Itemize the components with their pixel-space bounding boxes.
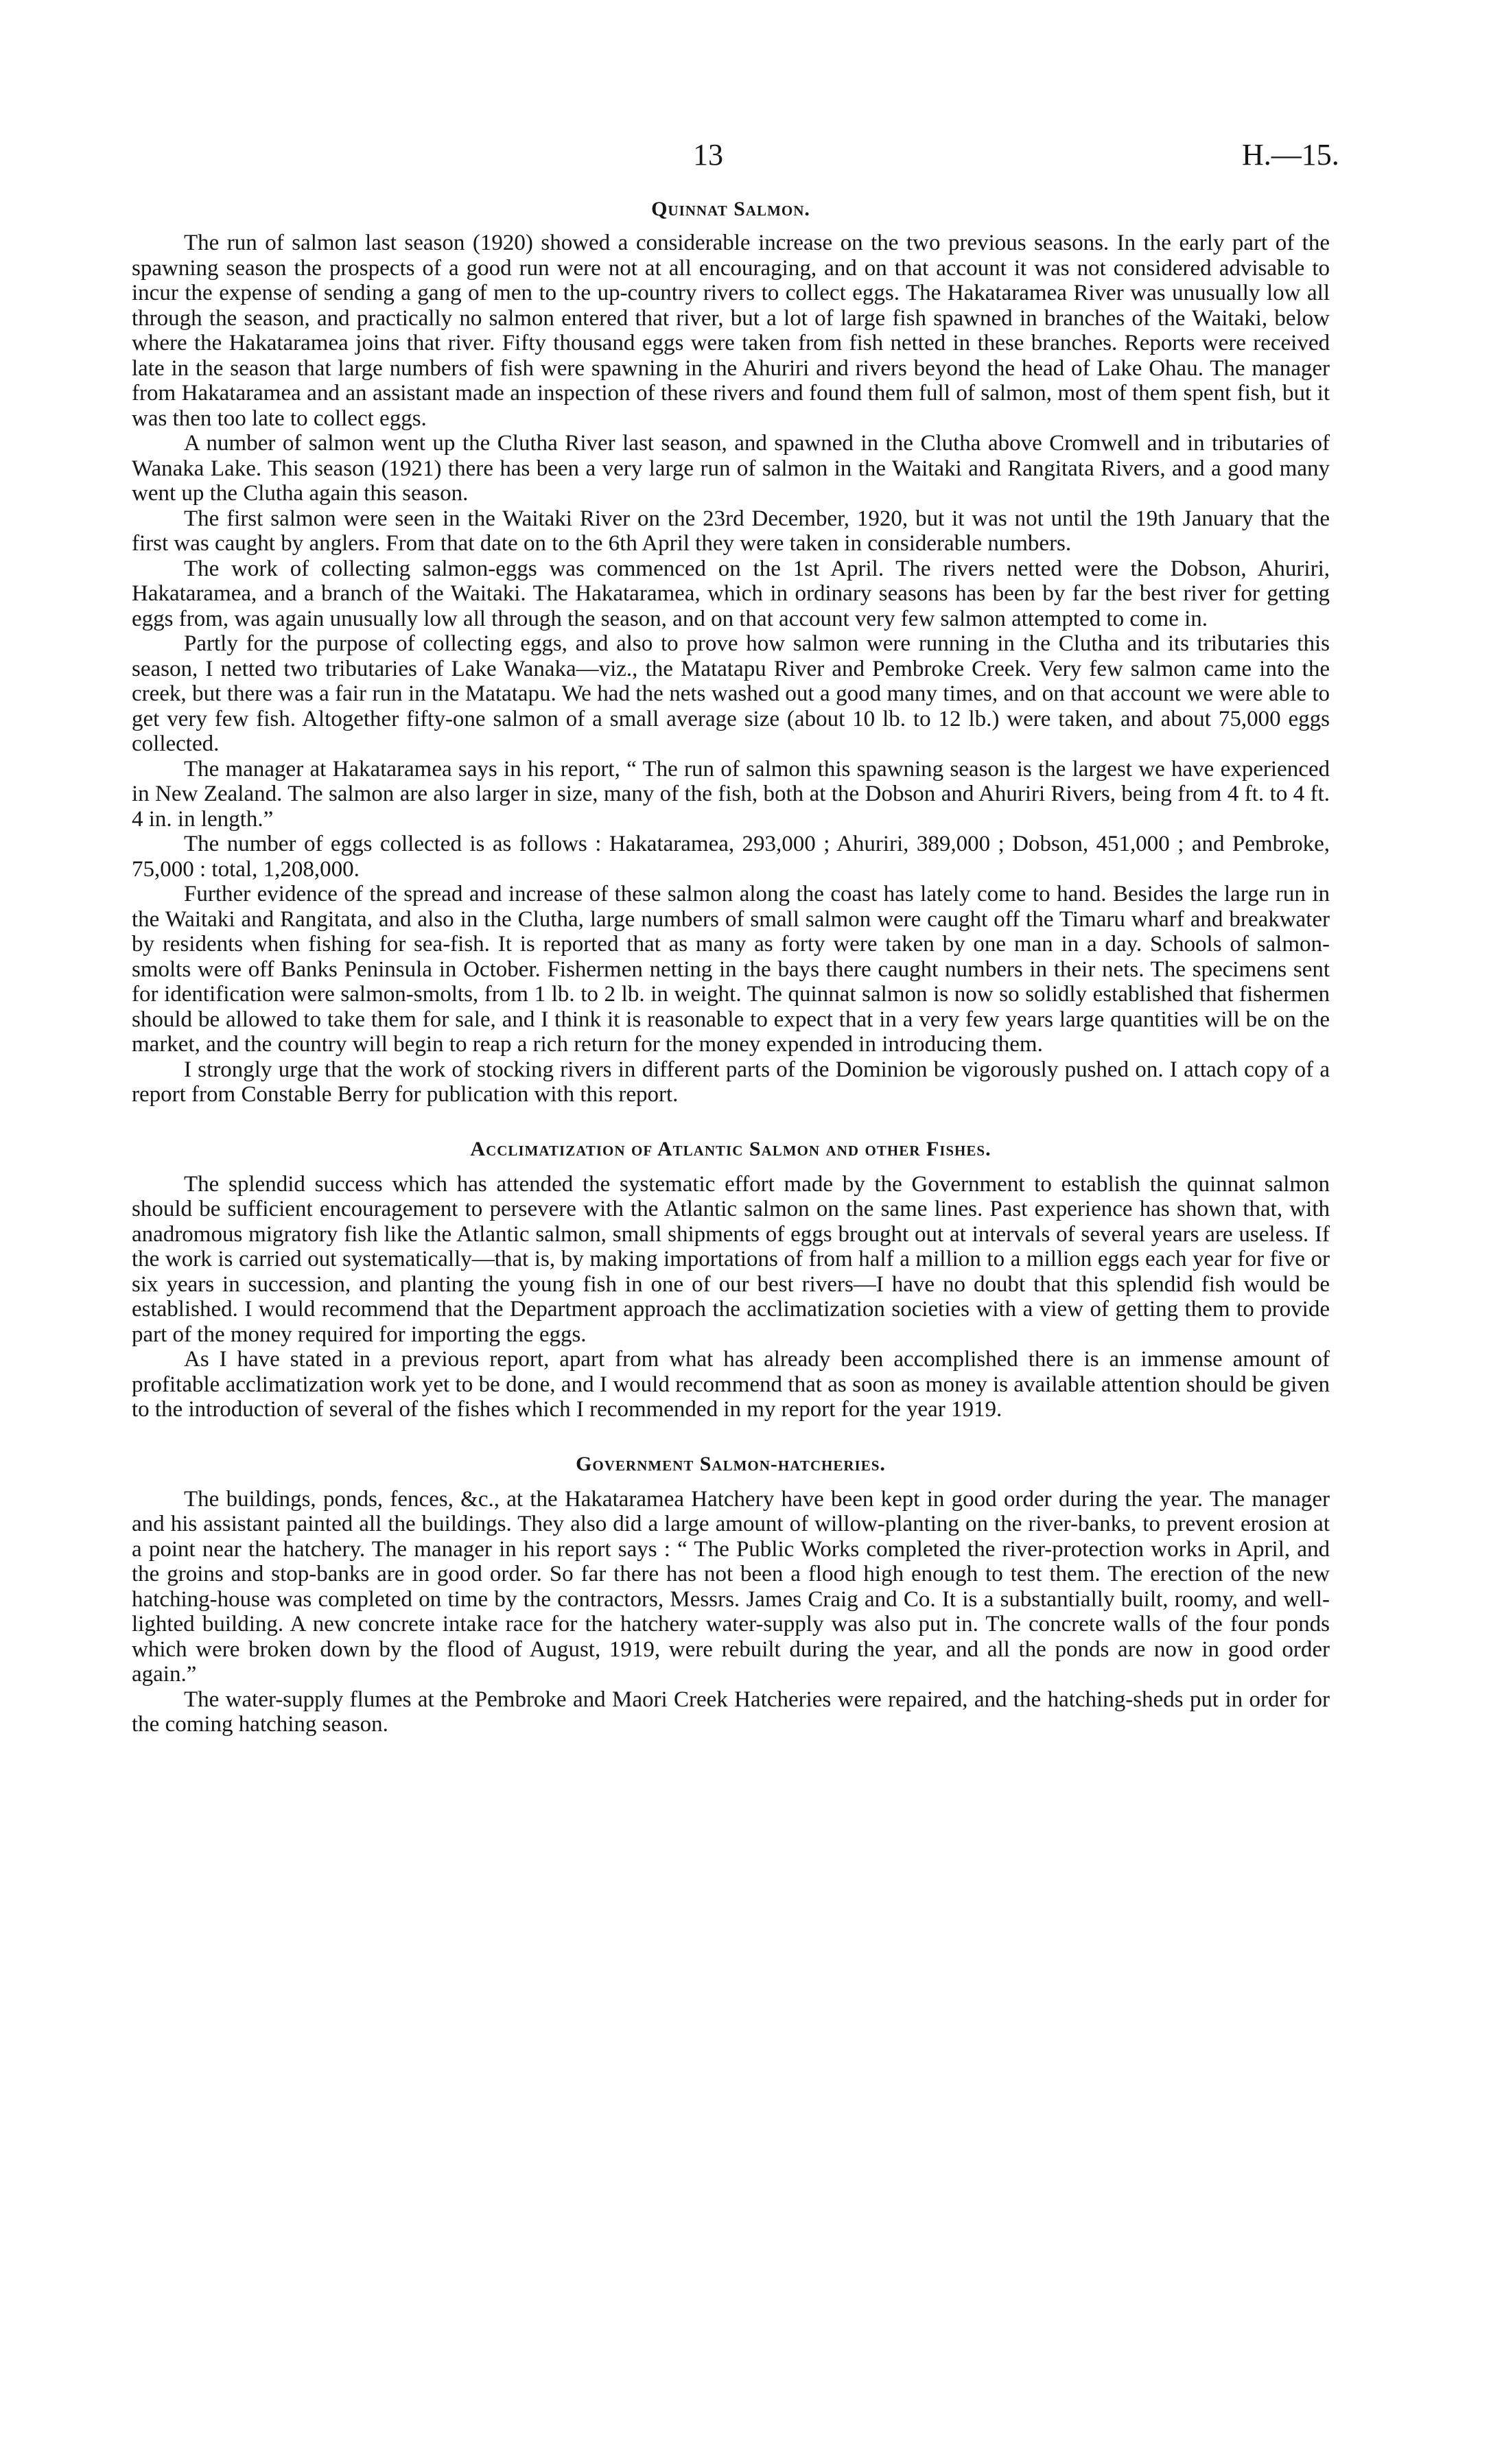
paragraph: The work of collecting salmon-eggs was commenced on the 1st April. The rivers netted were the Dobson, Ahuriri, Hakataramea, and a branch of the Waitaki. The Hakataramea, which in ordinary seasons has been by far the best river for getting eggs from, was again unusually low all through the season, and on that account very few salmon attempted to come in. <box>132 556 1330 631</box>
paragraph: Partly for the purpose of collecting eggs, and also to prove how salmon were running in the Clutha and its tributaries this season, I netted two tributaries of Lake Wanaka—viz., the Matatapu River and Pembroke Creek. Very few salmon came into the creek, but there was a fair run in the Matatapu. We had the nets washed out a good many times, and on that account we were able to get very few fish. Altogether fifty-one salmon of a small average size (about 10 lb. to 12 lb.) were taken, and about 75,000 eggs collected. <box>132 631 1330 756</box>
section-atlantic-salmon <box>132 1138 1330 1422</box>
document-code: H.—15. <box>1242 138 1339 172</box>
section-title: Government Salmon-hatcheries. <box>576 1452 886 1475</box>
paragraph: The water-supply flumes at the Pembroke and Maori Creek Hatcheries were repaired, and the hatching-sheds put in order for the coming hatching season. <box>132 1687 1330 1737</box>
paragraph: A number of salmon went up the Clutha River last season, and spawned in the Clutha above Cromwell and in tributaries of Wanaka Lake. This season (1921) there has been a very large run of salmon in the Waitaki and Rangitata Rivers, and a good many went up the Clutha again this season. <box>132 431 1330 506</box>
section-title: Quinnat Salmon. <box>651 198 810 220</box>
paragraph: As I have stated in a previous report, apart from what has already been accomplished there is an immense amount of profitable acclimatization work yet to be done, and I would recommend that as soon as money is available attention should be given to the introduction of several of the fishes which I recommended in my report for the year 1919. <box>132 1347 1330 1422</box>
document-body <box>132 198 1330 1737</box>
paragraph: The buildings, ponds, fences, &c., at the Hakataramea Hatchery have been kept in good order during the year. The manager and his assistant painted all the buildings. They also did a large amount of willow-planting on the river-banks, to prevent erosion at a point near the hatchery. The manager in his report says : “ The Public Works completed the river-protection works in April, and the groins and stop-banks are in good order. So far there has not been a flood high enough to test them. The erection of the new hatching-house was completed on time by the contractors, Messrs. James Craig and Co. It is a substantially built, roomy, and well-lighted building. A new concrete intake race for the hatchery water-supply was also put in. The concrete walls of the four ponds which were broken down by the flood of August, 1919, were rebuilt during the year, and all the ponds are now in good order again.” <box>132 1486 1330 1687</box>
page-number: 13 <box>693 138 723 172</box>
paragraph: The first salmon were seen in the Waitaki River on the 23rd December, 1920, but it was not until the 19th January that the first was caught by anglers. From that date on to the 6th April they were taken in considerable numbers. <box>132 506 1330 556</box>
paragraph: The manager at Hakataramea says in his report, “ The run of salmon this spawning season is the largest we have experienced in New Zealand. The salmon are also larger in size, many of the fish, both at the Dobson and Ahuriri Rivers, being from 4 ft. to 4 ft. 4 in. in length.” <box>132 756 1330 832</box>
section-title: Acclimatization of Atlantic Salmon and other Fishes. <box>470 1137 991 1160</box>
section-salmon-hatcheries <box>132 1453 1330 1737</box>
paragraph: I strongly urge that the work of stocking rivers in different parts of the Dominion be vigorously pushed on. I attach copy of a report from Constable Berry for publication with this report. <box>132 1057 1330 1107</box>
paragraph: The splendid success which has attended the systematic effort made by the Government to establish the quinnat salmon should be sufficient encouragement to persevere with the Atlantic salmon on the same lines. Past experience has shown that, with anadromous migratory fish like the Atlantic salmon, small shipments of eggs brought out at intervals of several years are useless. If the work is carried out systematically—that is, by making importations of from half a million to a million eggs each year for five or six years in succession, and planting the young fish in one of our best rivers—I have no doubt that this splendid fish would be established. I would recommend that the Department approach the acclimatization societies with a view of getting them to provide part of the money required for importing the eggs. <box>132 1171 1330 1347</box>
paragraph: The number of eggs collected is as follows : Hakataramea, 293,000 ; Ahuriri, 389,000 ; Dobson, 451,000 ; and Pembroke, 75,000 : total, 1,208,000. <box>132 832 1330 882</box>
paragraph: The run of salmon last season (1920) showed a considerable increase on the two previous seasons. In the early part of the spawning season the prospects of a good run were not at all encouraging, and on that account it was not considered advisable to incur the expense of sending a gang of men to the up-country rivers to collect eggs. The Hakataramea River was unusually low all through the season, and practically no salmon entered that river, but a lot of large fish spawned in branches of the Waitaki, below where the Hakataramea joins that river. Fifty thousand eggs were taken from fish netted in these branches. Reports were received late in the season that large numbers of fish were spawning in the Ahuriri and rivers beyond the head of Lake Ohau. The manager from Hakataramea and an assistant made an inspection of these rivers and found them full of salmon, most of them spent fish, but it was then too late to collect eggs. <box>132 231 1330 431</box>
paragraph: Further evidence of the spread and increase of these salmon along the coast has lately come to hand. Besides the large run in the Waitaki and Rangitata, and also in the Clutha, large numbers of small salmon were caught off the Timaru wharf and breakwater by residents when fishing for sea-fish. It is reported that as many as forty were taken by one man in a day. Schools of salmon-smolts were off Banks Peninsula in October. Fishermen netting in the bays there caught numbers in their nets. The specimens sent for identification were salmon-smolts, from 1 lb. to 2 lb. in weight. The quinnat salmon is now so solidly established that fishermen should be allowed to take them for sale, and I think it is reasonable to expect that in a very few years large quantities will be on the market, and the country will begin to reap a rich return for the money expended in introducing them. <box>132 882 1330 1057</box>
section-quinnat-salmon <box>132 198 1330 1107</box>
